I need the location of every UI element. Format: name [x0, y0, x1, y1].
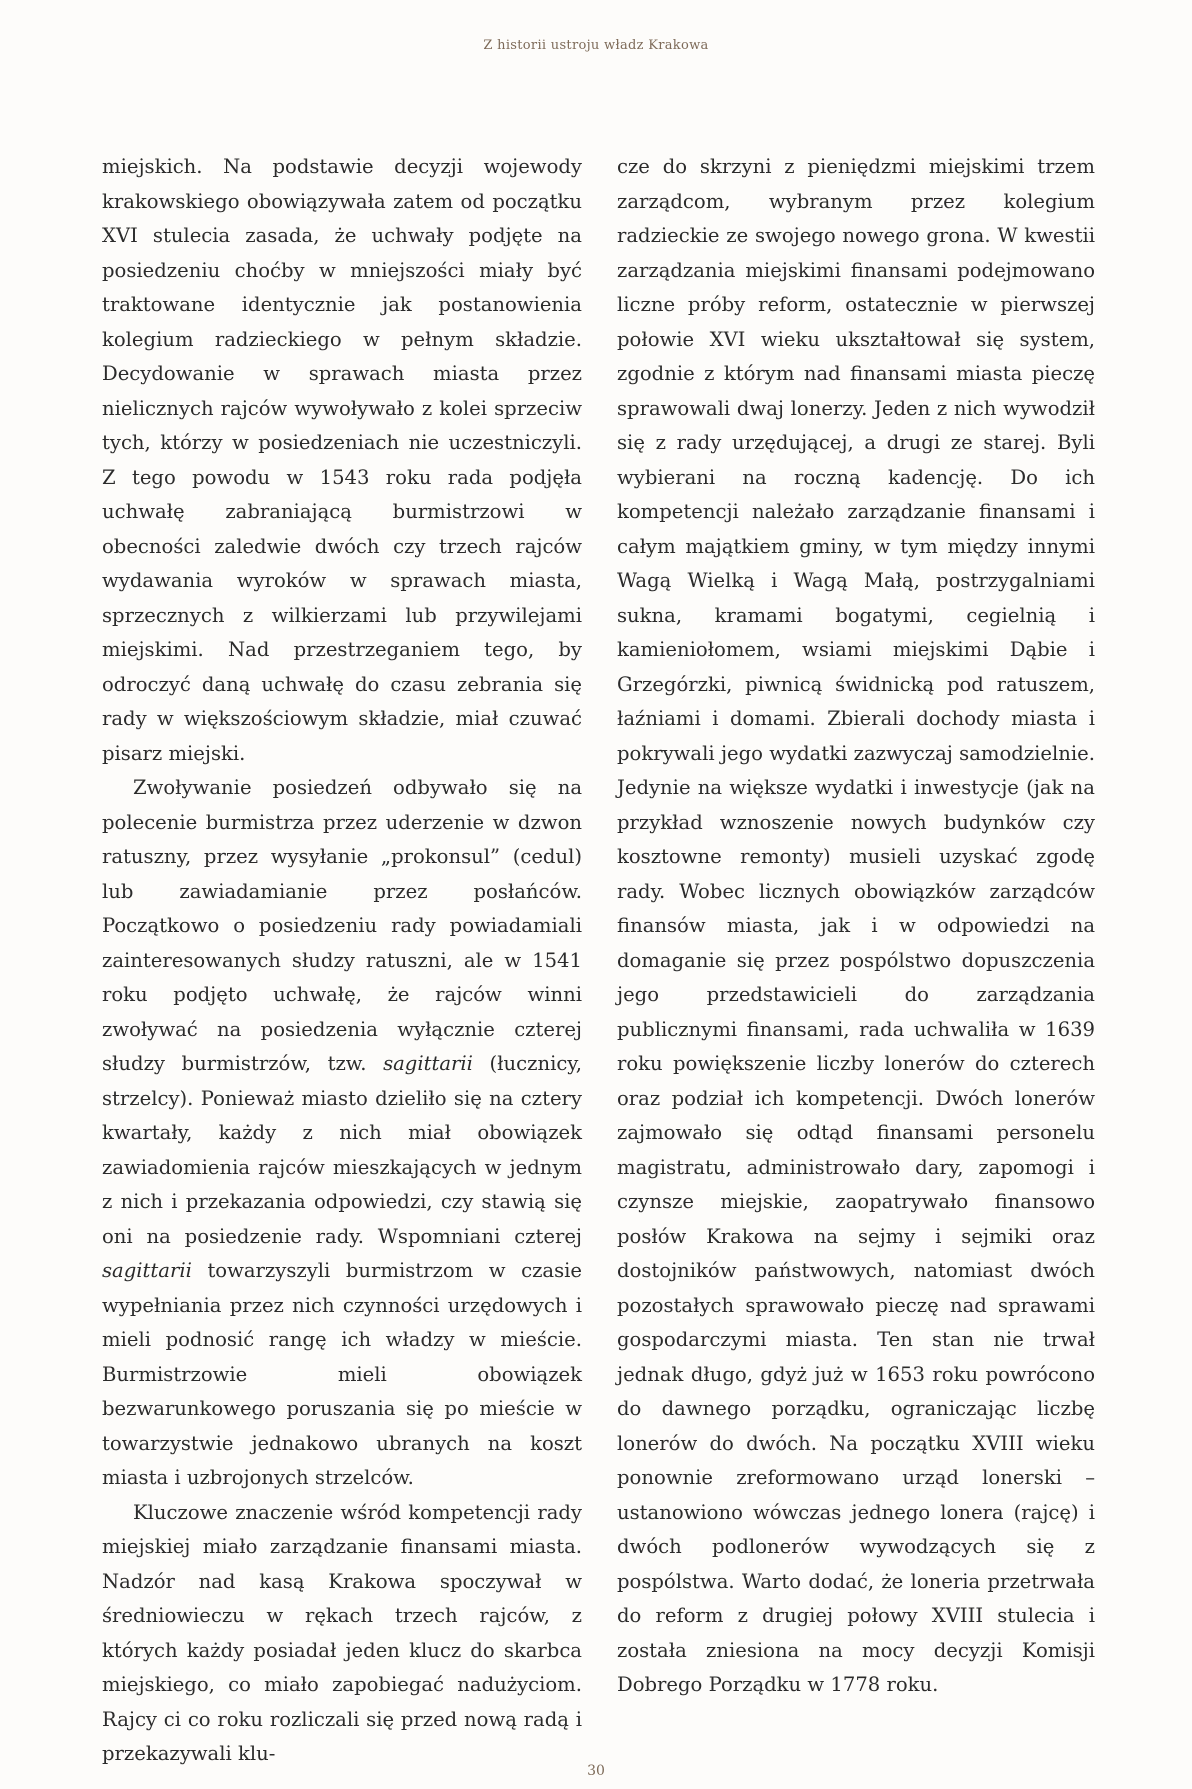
- paragraph: [102, 771, 582, 1496]
- paragraph-text: Zwoływanie posiedzeń odbywało się na polecenie burmistrza przez uderzenie w dzwon ratuszny, przez wysyłanie „prokonsul” (cedul) lub zawiadamianie przez posłańców. Początkowo o posiedzeniu rady powiadamiali zainteresowanych słudzy ratuszni, ale w 1541 roku podjęto uchwałę, że rajców winni zwoływać na posiedzenia wyłącznie czterej słudzy burmistrzów, tzw.: [102, 776, 582, 1075]
- paragraph: cze do skrzyni z pieniędzmi miejskimi trzem zarządcom, wybranym przez kolegium radzieckie ze swojego nowego grona. W kwestii zarządzania miejskimi finansami podejmowano liczne próby reform, ostatecznie w pierwszej połowie XVI wieku ukształtował się system, zgodnie z którym nad finansami miasta pieczę sprawowali dwaj lonerzy. Jeden z nich wywodził się z rady urzędującej, a drugi ze starej. Byli wybierani na roczną kadencję. Do ich kompetencji należało zarządzanie finansami i całym majątkiem gminy, w tym między innymi Wagą Wielką i Wagą Małą, postrzygalniami sukna, kramami bogatymi, cegielnią i kamieniołomem, wsiami miejskimi Dąbie i Grzegórzki, piwnicą świdnicką pod ratuszem, łaźniami i domami. Zbierali dochody miasta i pokrywali jego wydatki zazwyczaj samodzielnie. Jedynie na większe wydatki i inwestycje (jak na przykład wznoszenie nowych budynków czy kosztowne remonty) musieli uzyskać zgodę rady. Wobec licznych obowiązków zarządców finansów miasta, jak i w odpowiedzi na domaganie się przez pospólstwo dopuszczenia jego przedstawicieli do zarządzania publicznymi finansami, rada uchwaliła w 1639 roku powiększenie liczby lonerów do czterech oraz podział ich kompetencji. Dwóch lonerów zajmowało się odtąd finansami personelu magistratu, administrowało dary, zapomogi i czynsze miejskie, zaopatrywało finansowo posłów Krakowa na sejmy i sejmiki oraz dostojników państwowych, natomiast dwóch pozostałych sprawowało pieczę nad sprawami gospodarczymi miasta. Ten stan nie trwał jednak długo, gdyż już w 1653 roku powrócono do dawnego porządku, ograniczając liczbę lonerów do dwóch. Na początku XVIII wieku ponownie zreformowano urząd lonerski – ustanowiono wówczas jednego lonera (rajcę) i dwóch podlonerów wywodzących się z pospólstwa. Warto dodać, że loneria przetrwała do reform z drugiej połowy XVIII stulecia i została zniesiona na mocy decyzji Komisji Dobrego Porządku w 1778 roku.: [617, 155, 1095, 1696]
- italic-term: sagittarii: [102, 1259, 192, 1282]
- page-number: 30: [587, 1763, 605, 1779]
- paragraph-text: (łucznicy, strzelcy). Ponieważ miasto dzieliło się na cztery kwartały, każdy z nich miał obowiązek zawiadomienia rajców mieszkających w jednym z nich i przekazania odpowiedzi, czy stawią się oni na posiedzenie rady. Wspomniani czterej: [102, 1052, 582, 1248]
- text-column-right: [617, 150, 1095, 1703]
- paragraph: Kluczowe znaczenie wśród kompetencji rady miejskiej miało zarządzanie finansami miasta. Nadzór nad kasą Krakowa spoczywał w średniowieczu w rękach trzech rajców, z których każdy posiadał jeden klucz do skarbca miejskiego, co miało zapobiegać nadużyciom. Rajcy ci co roku rozliczali się przed nową radą i przekazywali klu-: [102, 1500, 582, 1765]
- italic-term: sagittarii: [383, 1052, 473, 1075]
- paragraph: miejskich. Na podstawie decyzji wojewody krakowskiego obowiązywała zatem od początku XVI stulecia zasada, że uchwały podjęte na posiedzeniu choćby w mniejszości miały być traktowane identycznie jak postanowienia kolegium radzieckiego w pełnym składzie. Decydowanie w sprawach miasta przez nielicznych rajców wywoływało z kolei sprzeciw tych, którzy w posiedzeniach nie uczestniczyli. Z tego powodu w 1543 roku rada podjęła uchwałę zabraniającą burmistrzowi w obecności zaledwie dwóch czy trzech rajców wydawania wyroków w sprawach miasta, sprzecznych z wilkierzami lub przywilejami miejskimi. Nad przestrzeganiem tego, by odroczyć daną uchwałę do czasu zebrania się rady w większościowym składzie, miał czuwać pisarz miejski.: [102, 155, 582, 765]
- text-column-left: [102, 150, 582, 1772]
- paragraph-text: towarzyszyli burmistrzom w czasie wypełniania przez nich czynności urzędowych i mieli podnosić rangę ich władzy w mieście. Burmistrzowie mieli obowiązek bezwarunkowego poruszania się po mieście w towarzystwie jednakowo ubranych na koszt miasta i uzbrojonych strzelców.: [102, 1259, 582, 1489]
- running-header: Z historii ustroju władz Krakowa: [483, 38, 709, 53]
